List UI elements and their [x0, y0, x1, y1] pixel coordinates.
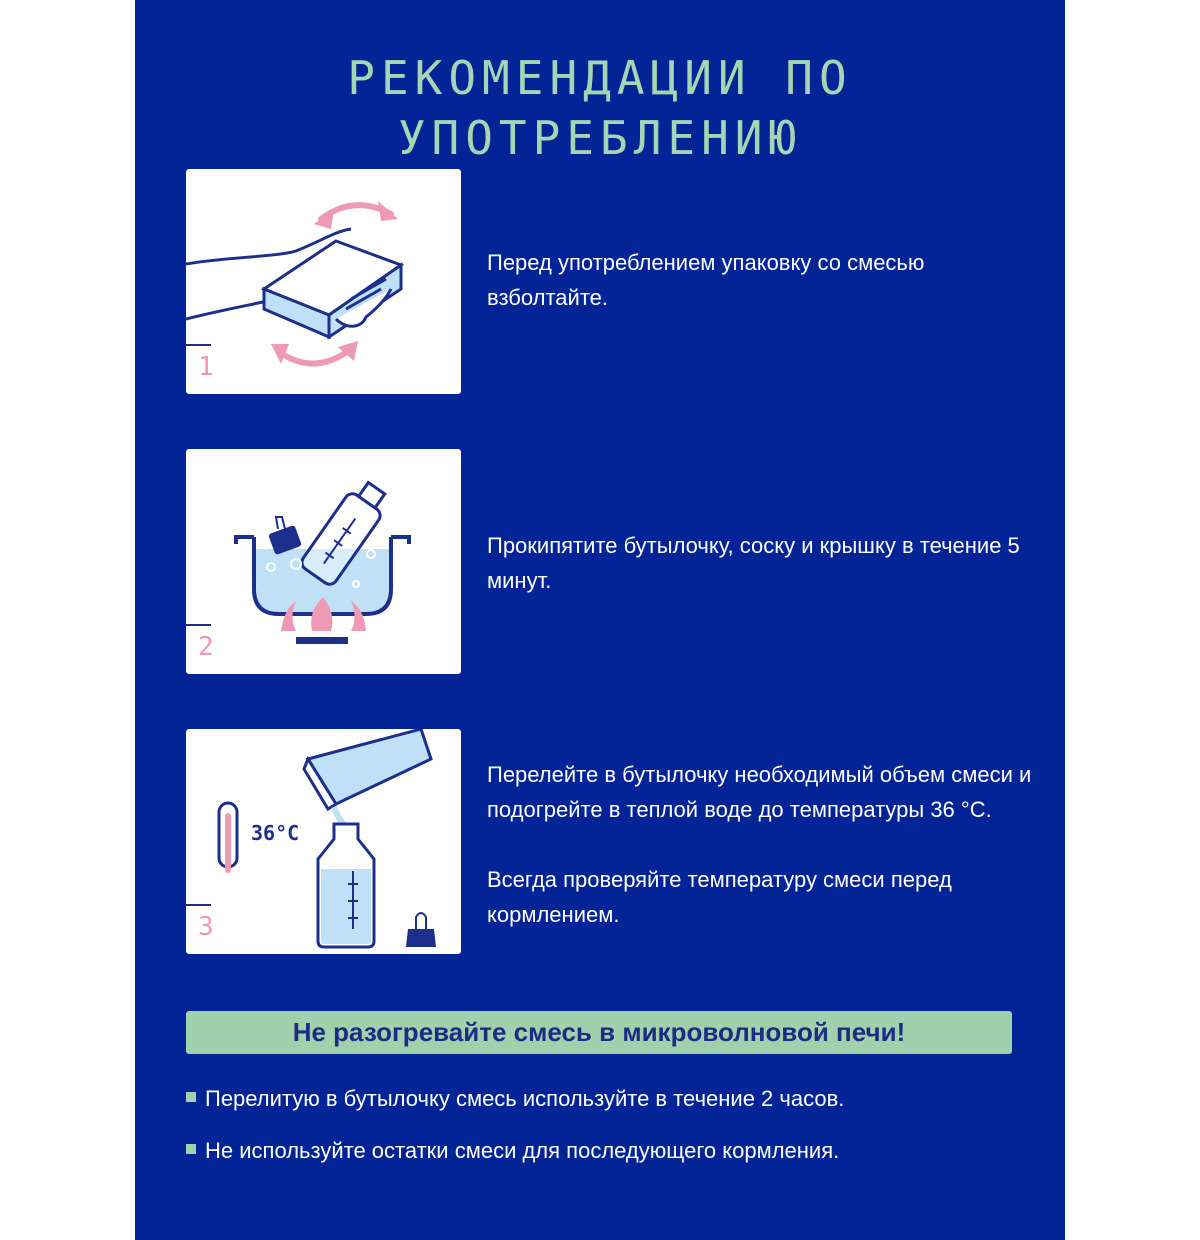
step-3-card — [186, 729, 461, 954]
list-item — [186, 1084, 844, 1114]
step-3-text: Перелейте в бутылочку необходимый объем смеси и подогрейте в теплой воде до температуры 36 °С. — [487, 762, 1032, 822]
bullet-square-icon — [186, 1092, 196, 1102]
step-2-number: 2 — [198, 632, 214, 662]
step-3-divider — [186, 904, 211, 906]
microwave-warning: Не разогревайте смесь в микроволновой печи! — [186, 1011, 1012, 1054]
pour-and-warm-icon — [186, 729, 461, 954]
thermometer-label: 36°C — [251, 821, 300, 845]
step-3-note: Всегда проверяйте температуру смеси перед кормлением. — [487, 867, 952, 927]
shake-package-icon — [186, 169, 461, 394]
list-item — [186, 1136, 839, 1166]
step-3-description — [487, 757, 1032, 932]
instruction-panel — [135, 0, 1065, 1240]
list-item-text: Перелитую в бутылочку смесь используйте в течение 2 часов. — [205, 1086, 845, 1111]
step-1-text: Перед употреблением упаковку со смесью взболтайте. — [487, 250, 925, 310]
page-title: РЕКОМЕНДАЦИИ ПО УПОТРЕБЛЕНИЮ — [347, 51, 853, 165]
step-1-divider — [186, 344, 211, 346]
step-2-card — [186, 449, 461, 674]
boil-bottle-icon — [186, 449, 461, 674]
step-2-description — [487, 528, 1032, 598]
step-2-text: Прокипятите бутылочку, соску и крышку в течение 5 минут. — [487, 533, 1020, 593]
bullet-square-icon — [186, 1144, 196, 1154]
step-2-divider — [186, 624, 211, 626]
step-1-card — [186, 169, 461, 394]
step-1-description — [487, 245, 1032, 315]
step-3-number: 3 — [198, 912, 214, 942]
step-1-number: 1 — [198, 352, 214, 382]
list-item-text: Не используйте остатки смеси для последующего кормления. — [205, 1138, 840, 1163]
